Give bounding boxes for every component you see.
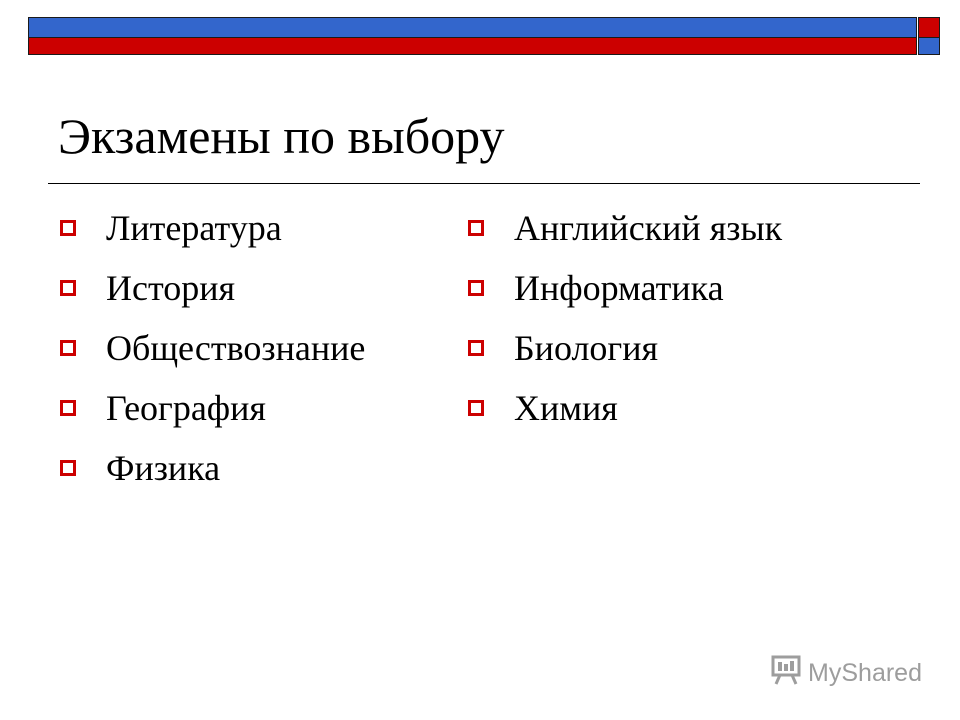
list-item [468, 258, 782, 318]
list-item [468, 318, 782, 378]
square-bullet-icon [60, 460, 76, 476]
list-item-label: География [106, 388, 266, 428]
slide-title: Экзамены по выбору [58, 108, 505, 164]
list-item [468, 378, 782, 438]
square-bullet-icon [468, 340, 484, 356]
square-bullet-icon [60, 280, 76, 296]
title-divider [48, 183, 920, 184]
square-bullet-icon [60, 220, 76, 236]
list-item-label: Биология [514, 328, 659, 368]
list-item-label: Химия [514, 388, 618, 428]
square-bullet-icon [468, 220, 484, 236]
header-corner-blue [918, 38, 940, 55]
square-bullet-icon [60, 340, 76, 356]
list-item [468, 198, 782, 258]
list-item [60, 198, 365, 258]
presentation-board-icon [770, 655, 808, 692]
myshared-watermark[interactable] [770, 655, 922, 692]
list-item-label: Информатика [514, 268, 724, 308]
left-subject-list [60, 198, 365, 498]
square-bullet-icon [468, 400, 484, 416]
list-item [60, 318, 365, 378]
watermark-text: MyShared [808, 659, 922, 687]
list-item-label: Английский язык [514, 208, 783, 248]
list-item [60, 378, 365, 438]
list-item-label: Физика [106, 448, 221, 488]
header-bar-blue [28, 17, 917, 38]
right-subject-list [468, 198, 782, 438]
list-item-label: Литература [106, 208, 282, 248]
header-corner-red [918, 17, 940, 38]
list-item-label: История [106, 268, 236, 308]
list-item-label: Обществознание [106, 328, 366, 368]
header-bar-red [28, 38, 917, 55]
list-item [60, 438, 365, 498]
list-item [60, 258, 365, 318]
square-bullet-icon [468, 280, 484, 296]
square-bullet-icon [60, 400, 76, 416]
